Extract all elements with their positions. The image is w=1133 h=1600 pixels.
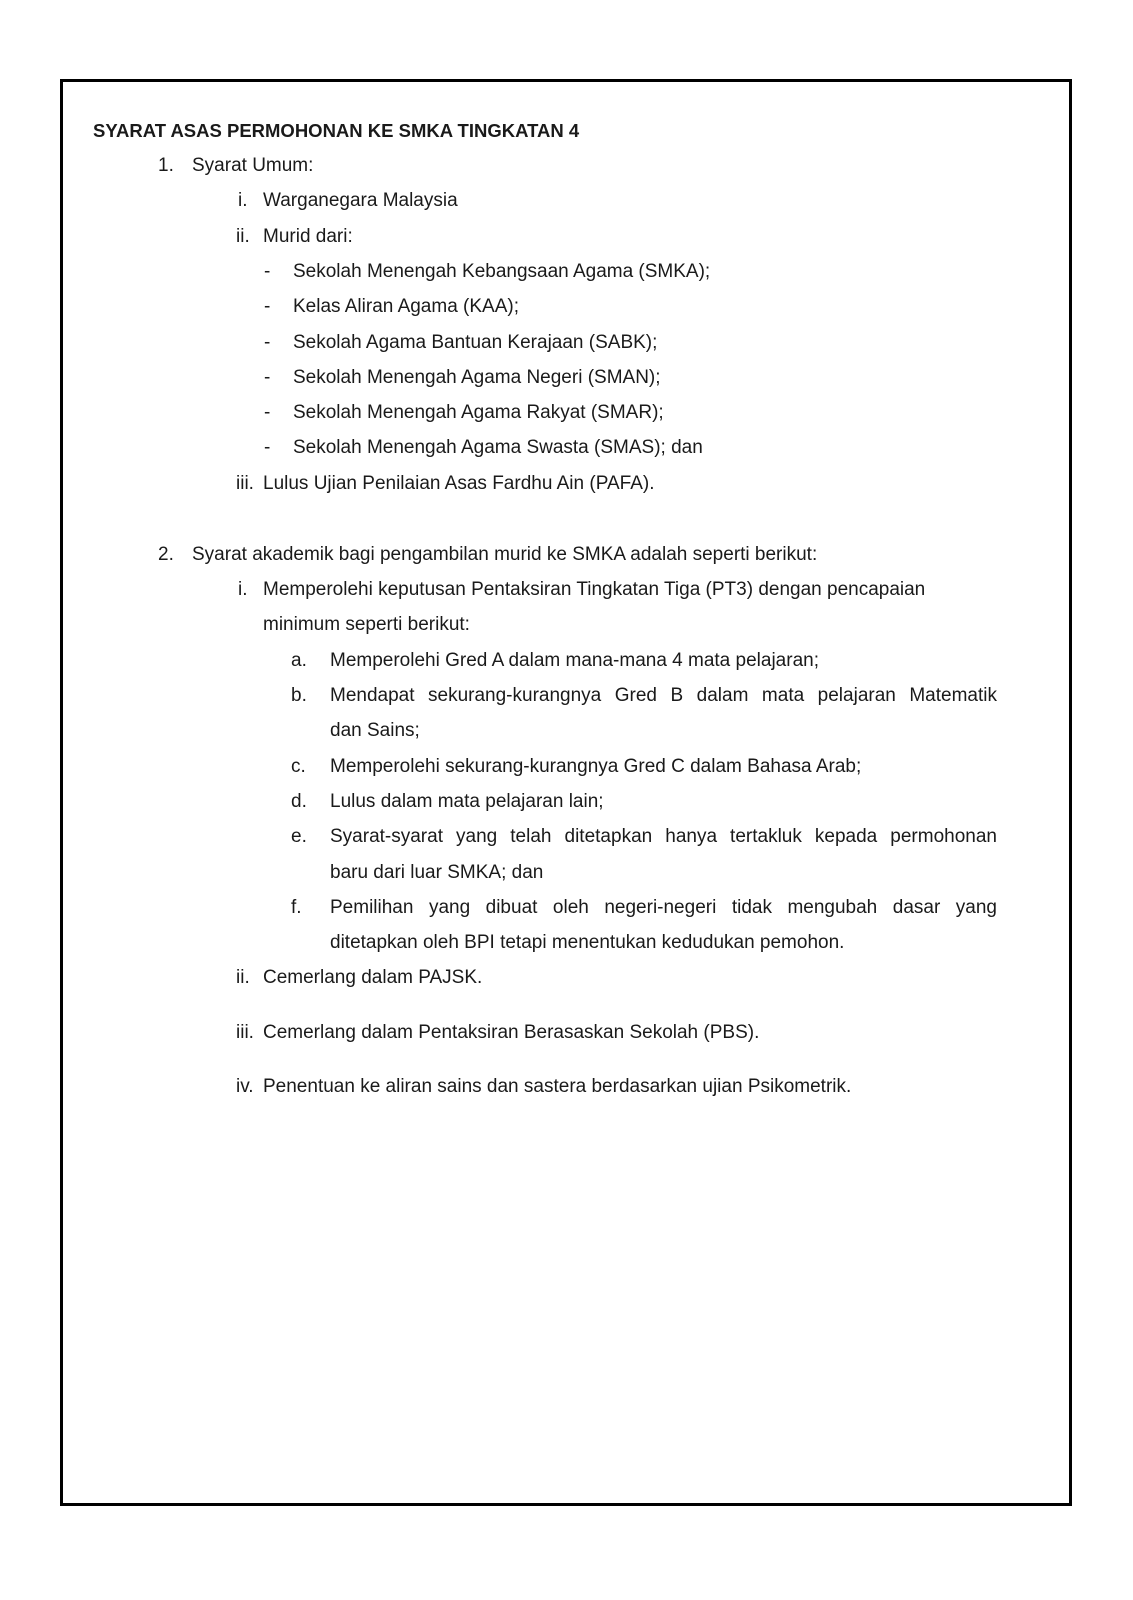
academic-item-marker: i. xyxy=(238,579,248,600)
school-item: Sekolah Menengah Agama Negeri (SMAN); xyxy=(293,367,661,388)
sub-item-text: Lulus dalam mata pelajaran lain; xyxy=(330,791,604,812)
sub-item-text: Memperolehi sekurang-kurangnya Gred C dalam Bahasa Arab; xyxy=(330,756,862,777)
section-1-item-marker: ii. xyxy=(236,226,250,247)
sub-item-marker: c. xyxy=(291,756,306,777)
school-item: Sekolah Agama Bantuan Kerajaan (SABK); xyxy=(293,332,658,353)
school-item: Sekolah Menengah Agama Swasta (SMAS); dan xyxy=(293,437,703,458)
school-item: Sekolah Menengah Agama Rakyat (SMAR); xyxy=(293,402,664,423)
section-1-item-marker: i. xyxy=(238,190,248,211)
school-dash: - xyxy=(264,296,271,317)
section-2-heading: Syarat akademik bagi pengambilan murid ke SMKA adalah seperti berikut: xyxy=(192,544,818,565)
section-1-item-text: Lulus Ujian Penilaian Asas Fardhu Ain (PAFA). xyxy=(263,473,655,494)
school-item: Kelas Aliran Agama (KAA); xyxy=(293,296,519,317)
sub-item-text: Syarat-syarat yang telah ditetapkan hanya tertakluk kepada permohonan xyxy=(330,826,997,847)
school-dash: - xyxy=(264,367,271,388)
school-dash: - xyxy=(264,402,271,423)
sub-item-text: Memperolehi Gred A dalam mana-mana 4 mata pelajaran; xyxy=(330,650,819,671)
sub-item-text: baru dari luar SMKA; dan xyxy=(330,862,544,883)
academic-item-text: Cemerlang dalam Pentaksiran Berasaskan Sekolah (PBS). xyxy=(263,1022,760,1043)
sub-item-text: dan Sains; xyxy=(330,720,420,741)
school-item: Sekolah Menengah Kebangsaan Agama (SMKA); xyxy=(293,261,711,282)
section-1-item-marker: iii. xyxy=(236,473,254,494)
section-1-number: 1. xyxy=(158,155,174,176)
sub-item-marker: a. xyxy=(291,650,307,671)
sub-item-marker: b. xyxy=(291,685,307,706)
school-dash: - xyxy=(264,332,271,353)
sub-item-text: ditetapkan oleh BPI tetapi menentukan kedudukan pemohon. xyxy=(330,932,845,953)
school-dash: - xyxy=(264,261,271,282)
sub-item-marker: e. xyxy=(291,826,307,847)
academic-item-marker: iii. xyxy=(236,1022,254,1043)
sub-item-text: Pemilihan yang dibuat oleh negeri-negeri tidak mengubah dasar yang xyxy=(330,897,997,918)
academic-item-text: Penentuan ke aliran sains dan sastera berdasarkan ujian Psikometrik. xyxy=(263,1076,852,1097)
academic-item-text: Cemerlang dalam PAJSK. xyxy=(263,967,483,988)
school-dash: - xyxy=(264,437,271,458)
academic-item-text: minimum seperti berikut: xyxy=(263,614,470,635)
academic-item-text: Memperolehi keputusan Pentaksiran Tingkatan Tiga (PT3) dengan pencapaian xyxy=(263,579,926,600)
sub-item-text: Mendapat sekurang-kurangnya Gred B dalam mata pelajaran Matematik xyxy=(330,685,997,706)
academic-item-marker: iv. xyxy=(236,1076,254,1097)
sub-item-marker: f. xyxy=(291,897,302,918)
section-1-heading: Syarat Umum: xyxy=(192,155,314,176)
section-1-item-text: Warganegara Malaysia xyxy=(263,190,458,211)
section-2-number: 2. xyxy=(158,544,174,565)
academic-item-marker: ii. xyxy=(236,967,250,988)
sub-item-marker: d. xyxy=(291,791,307,812)
document-title: SYARAT ASAS PERMOHONAN KE SMKA TINGKATAN 4 xyxy=(93,120,580,141)
section-1-item-text: Murid dari: xyxy=(263,226,353,247)
